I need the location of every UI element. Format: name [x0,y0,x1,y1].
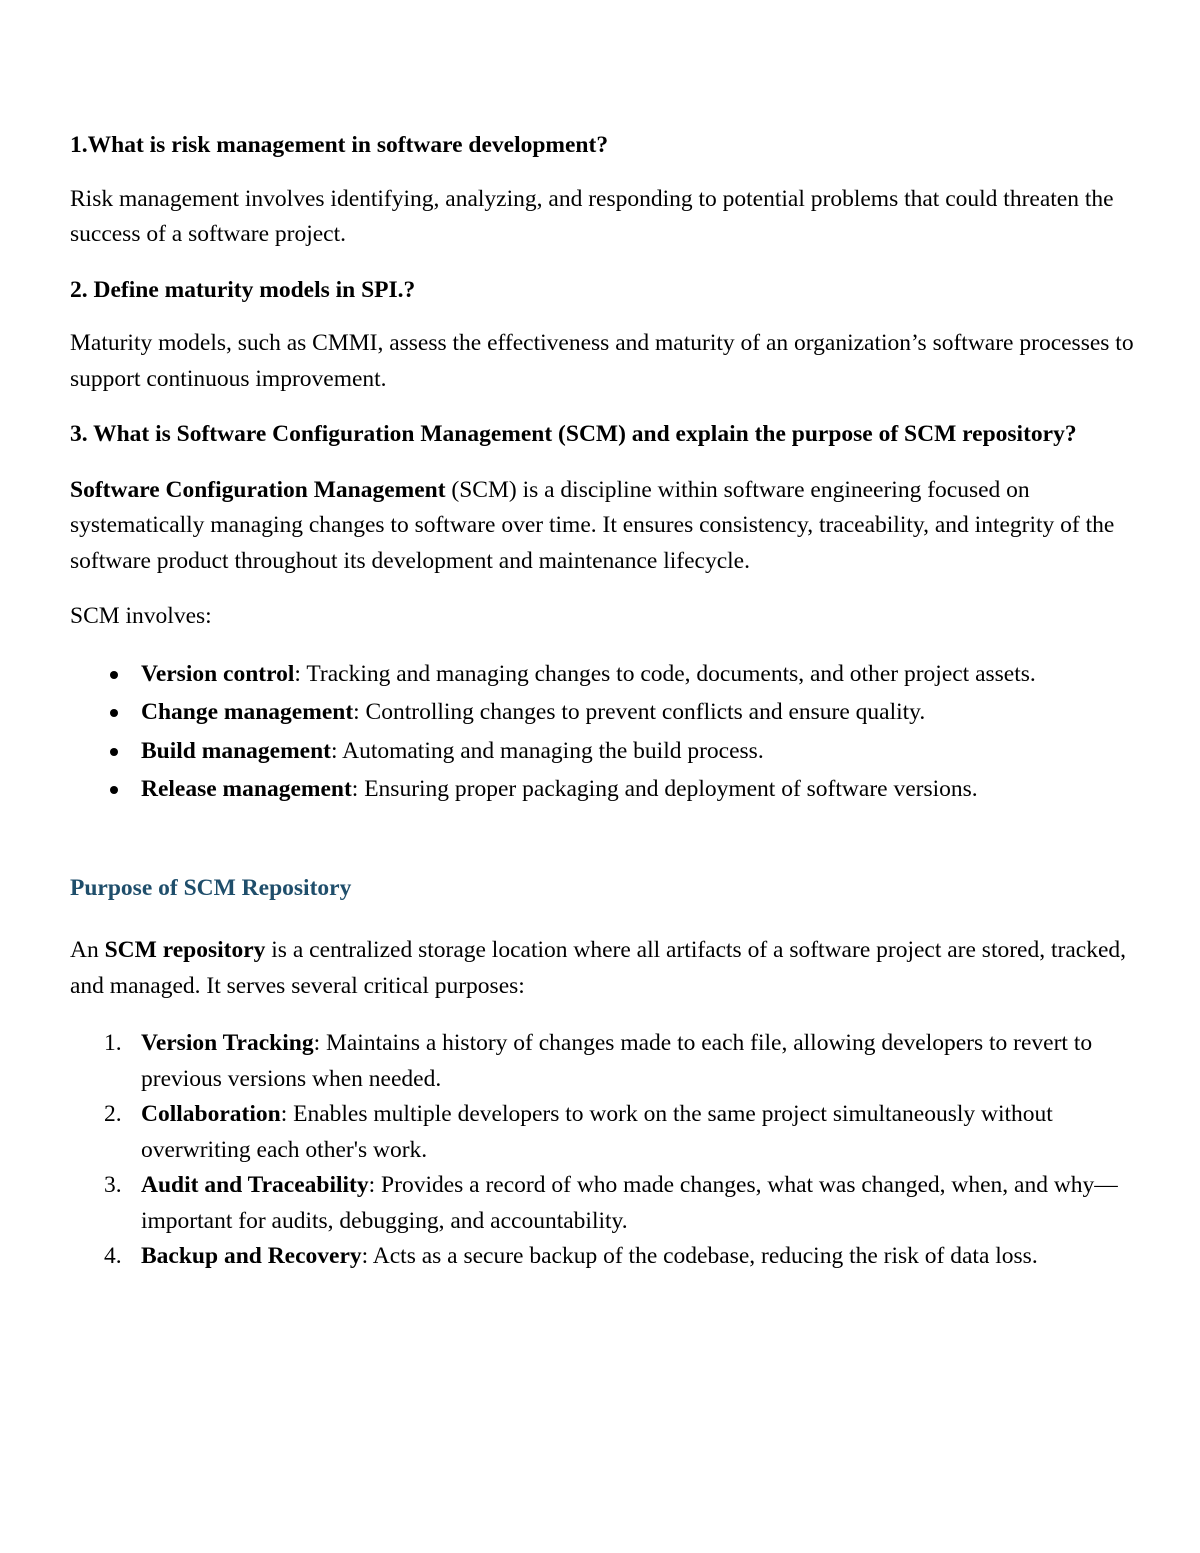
list-item [70,657,1140,693]
purpose-intro-lead: An [70,937,105,963]
list-item-term: Release management [141,776,352,802]
scm-involves-label: SCM involves: [70,603,212,629]
purpose-list [70,1026,1140,1275]
list-item-desc: : Enables multiple developers to work on the same project simultaneously without overwriting each other's work. [141,1101,1053,1163]
list-item-desc: : Acts as a secure backup of the codebase, reducing the risk of data loss. [361,1243,1038,1269]
bullet-icon [110,786,118,794]
purpose-heading: Purpose of SCM Repository [70,874,352,901]
list-item-desc: : Maintains a history of changes made to each file, allowing developers to revert to previous versions when needed. [141,1030,1093,1092]
list-item [70,1097,1140,1168]
bullet-icon [110,709,118,717]
list-item-desc: : Controlling changes to prevent conflicts and ensure quality. [353,699,926,725]
question-3-title: 3. What is Software Configuration Management (SCM) and explain the purpose of SCM repository? [70,421,1077,447]
document-content [70,128,1140,1275]
question-2-title: 2. Define maturity models in SPI.? [70,276,416,303]
question-1-title: 1.What is risk management in software development? [70,132,609,158]
list-item-desc: : Ensuring proper packaging and deployment of software versions. [351,776,978,802]
scm-involves-list [70,657,1140,808]
purpose-intro [70,933,1140,1004]
list-item-desc: : Automating and managing the build process. [330,737,764,764]
scm-repository-term: SCM repository [104,937,266,963]
list-item-number: 1. [104,1030,122,1056]
scm-definition: (SCM) is a discipline within software engineering focused on systematically managing changes to software over time. It ensures consistency, traceability, and integrity of the software product throughout its development and maintenance lifecycle. [70,476,1115,574]
list-item [70,772,1140,808]
bullet-icon [110,671,118,679]
list-item-term: Change management [141,699,354,725]
list-item-term: Version Tracking [141,1030,314,1056]
list-item-desc: : Tracking and managing changes to code, documents, and other project assets. [294,660,1036,687]
bullet-icon [110,748,118,756]
list-item-term: Collaboration [141,1101,281,1127]
list-item-number: 3. [104,1172,122,1198]
question-1-answer: Risk management involves identifying, analyzing, and responding to potential problems that could threaten the success of a software project. [70,185,1114,247]
question-2-answer: Maturity models, such as CMMI, assess the effectiveness and maturity of an organization’s software processes to support continuous improvement. [70,330,1134,392]
purpose-intro-rest: is a centralized storage location where all artifacts of a software project are stored, tracked, and managed. It serves several critical purposes: [70,937,1127,999]
list-item-term: Audit and Traceability [141,1172,369,1198]
list-item-term: Backup and Recovery [141,1243,362,1269]
question-3-intro [70,473,1140,580]
list-item-term: Build management [141,737,331,764]
list-item [70,1168,1140,1239]
scm-term: Software Configuration Management [70,476,446,503]
list-item-number: 2. [104,1101,122,1127]
list-item [70,695,1140,731]
list-item [70,734,1140,770]
list-item-term: Version control [141,660,295,687]
list-item [70,1239,1140,1275]
list-item-desc: : Provides a record of who made changes, what was changed, when, and why—important for audits, debugging, and accountability. [141,1172,1118,1234]
list-item-number: 4. [104,1243,122,1269]
list-item [70,1026,1140,1097]
